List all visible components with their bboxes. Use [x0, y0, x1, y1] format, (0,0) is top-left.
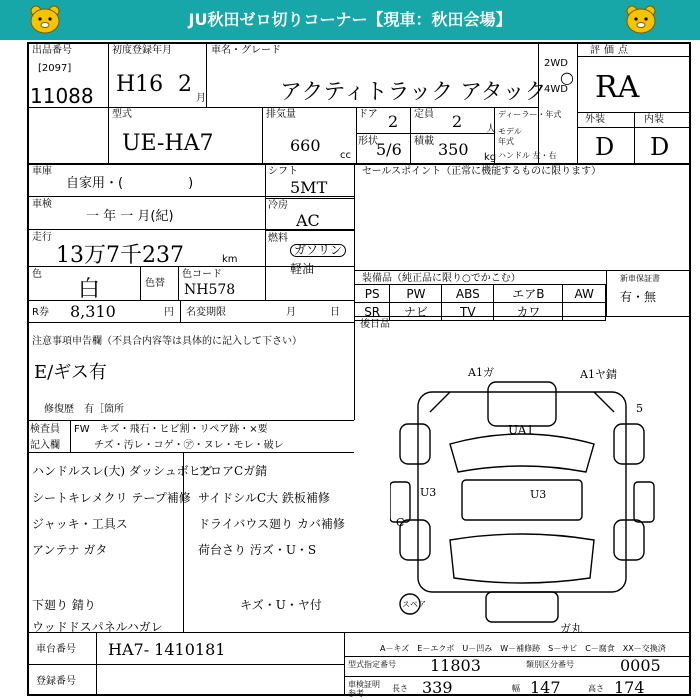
lot-number: 11088: [30, 84, 94, 108]
inspection-expiry: 一 年 一 月(紀): [86, 209, 174, 224]
sales-point-label: セールスポイント（正常に機能するものに限ります）: [362, 166, 602, 177]
lot-label: 出品番号: [32, 45, 72, 56]
equipment-label: 装備品（純正品に限り○でかこむ）: [362, 273, 521, 284]
interior-grade: D: [650, 133, 670, 161]
fuel-gasoline: ガソリン: [290, 244, 346, 257]
width: 147: [530, 678, 561, 697]
height: 174: [614, 678, 645, 697]
first-reg-month: 2: [178, 72, 192, 97]
mileage: 13万7千237: [56, 243, 184, 268]
length: 339: [422, 678, 453, 697]
back-item-label: 後日品: [360, 319, 390, 330]
notes-text: E/ギス有: [34, 362, 107, 383]
car-name: アクティトラック アタック: [280, 80, 547, 105]
color: 白: [78, 277, 101, 302]
model-code: UE-HA7: [122, 131, 214, 156]
load-capacity: 350: [438, 140, 469, 159]
repair-history: 修復歴 有［箇所: [44, 404, 124, 415]
exterior-grade: D: [595, 133, 615, 161]
car-label: 車名・グレード: [211, 45, 281, 56]
grade-label: 評価点: [590, 45, 632, 56]
drive-mark: ○: [560, 68, 574, 87]
recycle-fee: 8,310: [70, 302, 116, 321]
equipment-table: PS PW ABS エアB AW SR ナビ TV カワ: [354, 284, 606, 321]
type-number: 11803: [430, 656, 481, 675]
chassis-number: HA7- 1410181: [108, 640, 226, 659]
category-number: 0005: [620, 656, 661, 675]
air-conditioning: AC: [296, 211, 320, 230]
transmission: 5MT: [290, 178, 328, 197]
usage: 自家用・( ): [66, 176, 194, 191]
notes-label: 注意事項申告欄（不具合内容等は具体的に記入して下さい）: [32, 336, 302, 347]
lot-sub: [2097]: [38, 63, 72, 74]
color-code: NH578: [184, 282, 236, 298]
grade-value: RA: [595, 70, 640, 105]
first-reg-year: H16: [116, 72, 164, 97]
header-title: JU秋田ゼロ切りコーナー【現車：秋田会場】: [188, 10, 512, 29]
warranty: 有・無: [620, 290, 657, 304]
bear-mascot-icon: [28, 4, 62, 34]
first-reg-label: 初度登録年月: [112, 45, 172, 56]
displacement: 660: [290, 136, 321, 155]
bear-mascot-icon: [624, 4, 658, 34]
